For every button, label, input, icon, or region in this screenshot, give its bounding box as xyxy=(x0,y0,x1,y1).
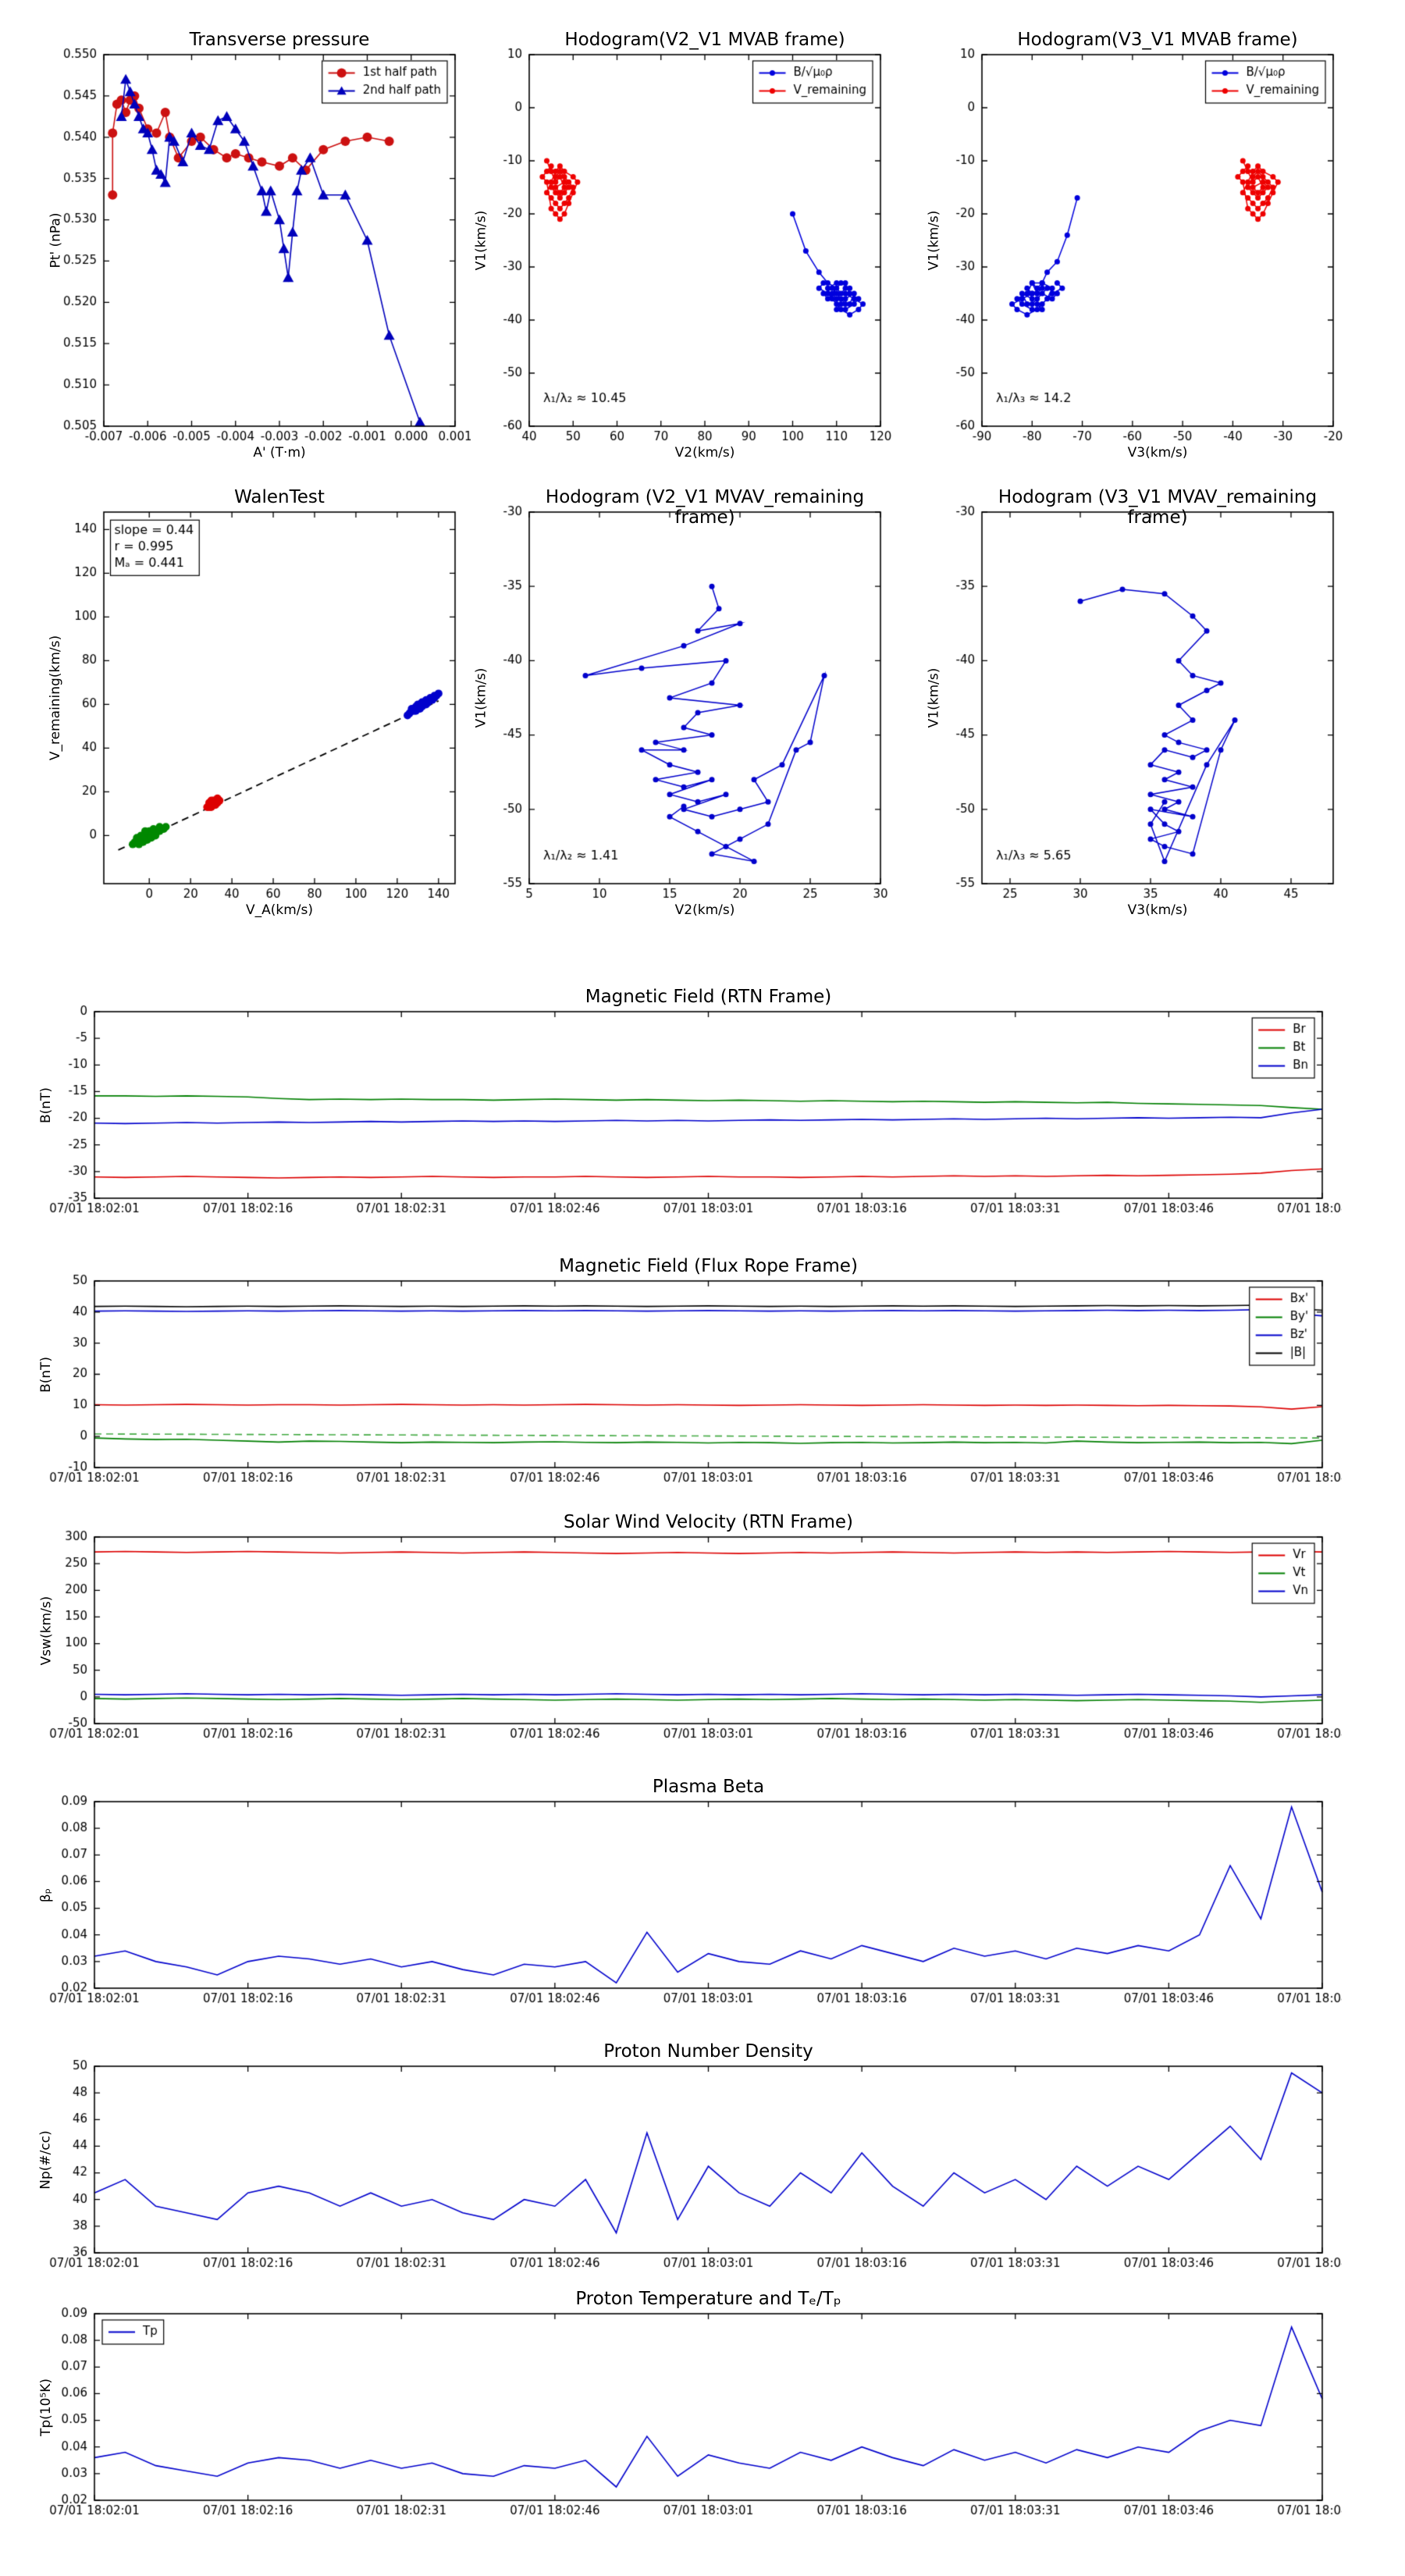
y-axis-label-text: B(nT) xyxy=(38,1087,54,1123)
panel-solar-wind-velocity xyxy=(36,1509,1342,1756)
y-axis-label xyxy=(923,512,944,884)
y-axis-label xyxy=(923,55,944,426)
chart-title: Hodogram(V2_V1 MVAB frame) xyxy=(564,30,845,50)
magnetic-field-flux-rope-plot xyxy=(36,1253,1342,1500)
y-axis-label-text: Tp(10⁵K) xyxy=(38,2378,55,2436)
panel-hodogram-v2v1-mvav xyxy=(471,481,896,920)
hodogram-v3v1-mvav-plot xyxy=(923,481,1349,920)
y-axis-label xyxy=(36,1802,56,1988)
y-axis-label xyxy=(36,2314,56,2500)
y-axis-label xyxy=(45,512,66,884)
y-axis-label-text: V1(km/s) xyxy=(473,210,489,271)
chart-title: Hodogram (V3_V1 MVAV_remaining frame) xyxy=(998,487,1318,528)
panel-magnetic-field-flux-rope xyxy=(36,1253,1342,1500)
y-axis-label-text: Np(#/cc) xyxy=(38,2129,54,2190)
panel-hodogram-v3v1-mvav xyxy=(923,481,1349,920)
hodogram-v2v1-mvav-plot xyxy=(471,481,896,920)
walen-test-plot xyxy=(45,481,471,920)
plasma-beta-plot xyxy=(36,1774,1342,2021)
hodogram-v3v1-mvab-plot xyxy=(923,23,1349,462)
chart-title: Hodogram(V3_V1 MVAB frame) xyxy=(1017,30,1298,50)
panel-proton-temperature xyxy=(36,2286,1342,2533)
chart-title: Hodogram (V2_V1 MVAV_remaining frame) xyxy=(545,487,865,528)
y-axis-label-text: Pt' (nPa) xyxy=(48,212,64,269)
x-axis-label: V_A(km/s) xyxy=(245,902,313,918)
y-axis-label xyxy=(36,2066,56,2253)
chart-title: Solar Wind Velocity (RTN Frame) xyxy=(563,1512,854,1532)
y-axis-label-text: V1(km/s) xyxy=(473,667,489,728)
panel-plasma-beta xyxy=(36,1774,1342,2021)
y-axis-label-text: Vsw(km/s) xyxy=(38,1596,54,1665)
panel-magnetic-field-rtn xyxy=(36,984,1342,1231)
y-axis-label xyxy=(471,512,491,884)
x-axis-label: V2(km/s) xyxy=(674,445,735,461)
chart-title: Transverse pressure xyxy=(189,30,370,50)
chart-title: Magnetic Field (RTN Frame) xyxy=(585,987,832,1007)
panel-transverse-pressure xyxy=(45,23,471,462)
y-axis-label xyxy=(36,1537,56,1724)
y-axis-label-text: V_remaining(km/s) xyxy=(48,635,64,761)
y-axis-label-text: V1(km/s) xyxy=(926,667,942,728)
x-axis-label: A' (T·m) xyxy=(253,445,306,461)
panel-hodogram-v2v1-mvab xyxy=(471,23,896,462)
y-axis-label-text: B(nT) xyxy=(38,1356,54,1393)
chart-title: WalenTest xyxy=(234,487,325,507)
solar-wind-velocity-plot xyxy=(36,1509,1342,1756)
x-axis-label: V3(km/s) xyxy=(1127,445,1188,461)
chart-title: Proton Temperature and Tₑ/Tₚ xyxy=(575,2289,841,2309)
panel-proton-number-density xyxy=(36,2038,1342,2286)
x-axis-label: V2(km/s) xyxy=(674,902,735,918)
y-axis-label xyxy=(36,1281,56,1468)
hodogram-v2v1-mvab-plot xyxy=(471,23,896,462)
chart-title: Proton Number Density xyxy=(603,2041,813,2062)
chart-title: Magnetic Field (Flux Rope Frame) xyxy=(559,1256,858,1276)
chart-title: Plasma Beta xyxy=(652,1777,765,1797)
y-axis-label xyxy=(471,55,491,426)
y-axis-label xyxy=(45,55,66,426)
panel-hodogram-v3v1-mvab xyxy=(923,23,1349,462)
x-axis-label: V3(km/s) xyxy=(1127,902,1188,918)
y-axis-label-text: V1(km/s) xyxy=(926,210,942,271)
transverse-pressure-plot xyxy=(45,23,471,462)
proton-number-density-plot xyxy=(36,2038,1342,2286)
y-axis-label xyxy=(36,1012,56,1198)
proton-temperature-plot xyxy=(36,2286,1342,2533)
magnetic-field-rtn-plot xyxy=(36,984,1342,1231)
panel-walen-test xyxy=(45,481,471,920)
y-axis-label-text: βₚ xyxy=(37,1888,54,1902)
